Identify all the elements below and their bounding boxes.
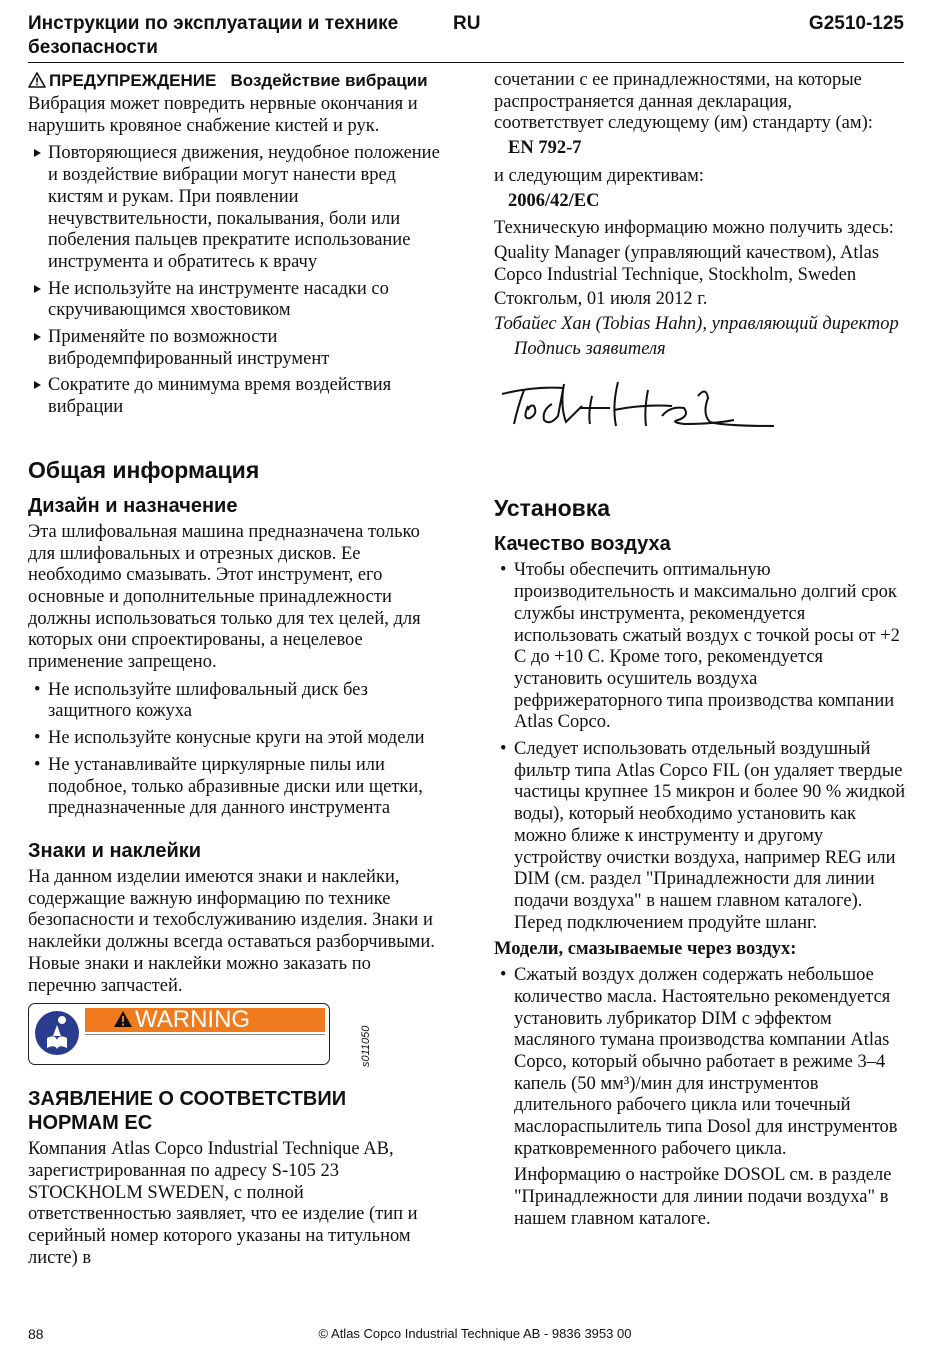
warning-label: ПРЕДУПРЕЖДЕНИЕ: [49, 71, 217, 90]
page-number: 88: [28, 1326, 44, 1342]
document-title: Инструкции по эксплуатации и технике безопасности: [28, 13, 399, 58]
list-item: • Не используйте конусные круги на этой модели: [28, 728, 440, 750]
product-code: G2510-125: [808, 13, 904, 34]
list-item: • Сжатый воздух должен содержать небольшое количество масла. Настоятельно рекомендуется установить лубрикатор DIM с эффектом масляного тумана производства компании Atlas Copco, который обычно работает в режиме 3–4 капель (50 мм³)/мин для инструментов длительного рабочего цикла или точечный маслораспылитель типа Dosol для инструментов кратковременного рабочего цикла.: [494, 965, 906, 1160]
page-header: [28, 10, 904, 62]
subsection-heading-signs: Знаки и наклейки: [28, 839, 202, 862]
declaration-text: Компания Atlas Copco Industrial Technique AB, зарегистрированная по адресу S-105 23 STOCKHOLM SWEDEN, с полной ответственностью заявляет, что ее изделие (тип и серийный номер которого указаны на титульном листе) в: [28, 1139, 418, 1268]
signature-caption: Подпись заявителя: [514, 338, 666, 359]
warning-label-image: [28, 1003, 330, 1065]
design-list: [28, 680, 440, 820]
label-blank-area: [85, 1034, 325, 1061]
declaration-continued: сочетании с ее принадлежностями, на которые распространяется данная декларация, соответствует следующему (им) стандарту (ам):: [494, 70, 873, 134]
list-item: • Не устанавливайте циркулярные пилы или подобное, только абразивные диски или щетки, предназначенные для данного инструмента: [28, 755, 440, 820]
handwritten-signature: [494, 366, 794, 446]
directive-intro: и следующим директивам:: [494, 165, 704, 186]
left-column: [28, 70, 440, 1275]
list-item: Повторяющиеся движения, неудобное положение и воздействие вибрации могут нанести вред кистям и рукам. При появлении нечувствительности, покалывания, боли или побеления пальцев прекратите использование инструмента и обратитесь к врачу: [28, 143, 440, 273]
warning-triangle-icon: [113, 1010, 133, 1028]
language-code: RU: [453, 13, 481, 34]
warning-triangle-icon: [28, 72, 46, 88]
list-item: • Не используйте шлифовальный диск без защитного кожуха: [28, 680, 440, 723]
dosol-text: Информацию о настройке DOSOL см. в разделе "Принадлежности для линии подачи воздуха" в нашем главном каталоге.: [514, 1165, 892, 1229]
warning-text: Вибрация может повредить нервные окончания и нарушить кровяное снабжение кистей и рук.: [28, 94, 418, 136]
right-column: [494, 70, 906, 1237]
list-item: • Следует использовать отдельный воздушный фильтр типа Atlas Copco FIL (он удаляет твердые частицы крупнее 15 микрон и более 90 % жидкой воды), который необходимо установить как можно ближе к инструменту и другому устройству очистки воздуха, например REG или DIM (см. раздел "Принадлежности для линии подачи воздуха" в нашем главном каталоге). Перед подключением продуйте шланг.: [494, 739, 906, 934]
air-quality-list: [494, 560, 906, 934]
place-date: Стокгольм, 01 июля 2012 г.: [494, 289, 708, 310]
read-manual-icon: [33, 1008, 81, 1058]
lubed-models-list: [494, 965, 906, 1160]
warning-list: [28, 143, 440, 418]
copyright-footer: © Atlas Copco Industrial Technique AB - 9836 3953 00: [318, 1326, 632, 1341]
header-divider: [28, 62, 904, 63]
standard-number: EN 792-7: [508, 138, 582, 159]
list-item: Сократите до минимума время воздействия вибрации: [28, 375, 440, 418]
list-item: Применяйте по возможности вибродемпфированный инструмент: [28, 327, 440, 370]
section-heading-general: Общая информация: [28, 456, 260, 483]
lubed-models-heading: Модели, смазываемые через воздух:: [494, 939, 797, 960]
list-item: Не используйте на инструменте насадки со скручивающимся хвостовиком: [28, 279, 440, 322]
label-image-code: s011050: [360, 1025, 372, 1068]
section-heading-declaration: ЗАЯВЛЕНИЕ О СООТВЕТСТВИИ НОРМАМ ЕС: [28, 1088, 347, 1135]
section-heading-installation: Установка: [494, 495, 611, 522]
warning-topic: Воздействие вибрации: [230, 71, 428, 90]
quality-manager-text: Quality Manager (управляющий качеством), Atlas Copco Industrial Technique, Stockholm, Sweden: [494, 242, 880, 285]
list-item: • Чтобы обеспечить оптимальную производительность и максимально долгий срок службы инструмента, рекомендуется использовать сжатый воздух с точкой росы от +2 C до +10 C. Кроме того, рекомендуется установить осушитель воздуха рефрижераторного типа производства компании Atlas Copco.: [494, 560, 906, 734]
warning-heading: [28, 70, 440, 91]
technical-info-text: Техническую информацию можно получить здесь:: [494, 218, 894, 239]
subsection-heading-air-quality: Качество воздуха: [494, 533, 671, 556]
warning-banner-text: WARNING: [135, 1006, 251, 1034]
warning-banner: [85, 1008, 325, 1032]
signatory-name: Тобайес Хан (Tobias Hahn), управляющий директор: [494, 314, 899, 335]
design-text: Эта шлифовальная машина предназначена только для шлифовальных и отрезных дисков. Ее необходимо смазывать. Этот инструмент, его основные и дополнительные принадлежности должны использоваться только для тех целей, для которых они спроектированы, а нецелевое применение запрещено.: [28, 521, 421, 673]
signs-text: На данном изделии имеются знаки и наклейки, содержащие важную информацию по технике безопасности и техобслуживанию изделия. Знаки и наклейки должны всегда оставаться разборчивыми. Новые знаки и наклейки можно заказать по перечню запчастей.: [28, 866, 435, 996]
subsection-heading-design: Дизайн и назначение: [28, 494, 238, 517]
directive-number: 2006/42/EC: [508, 190, 600, 211]
